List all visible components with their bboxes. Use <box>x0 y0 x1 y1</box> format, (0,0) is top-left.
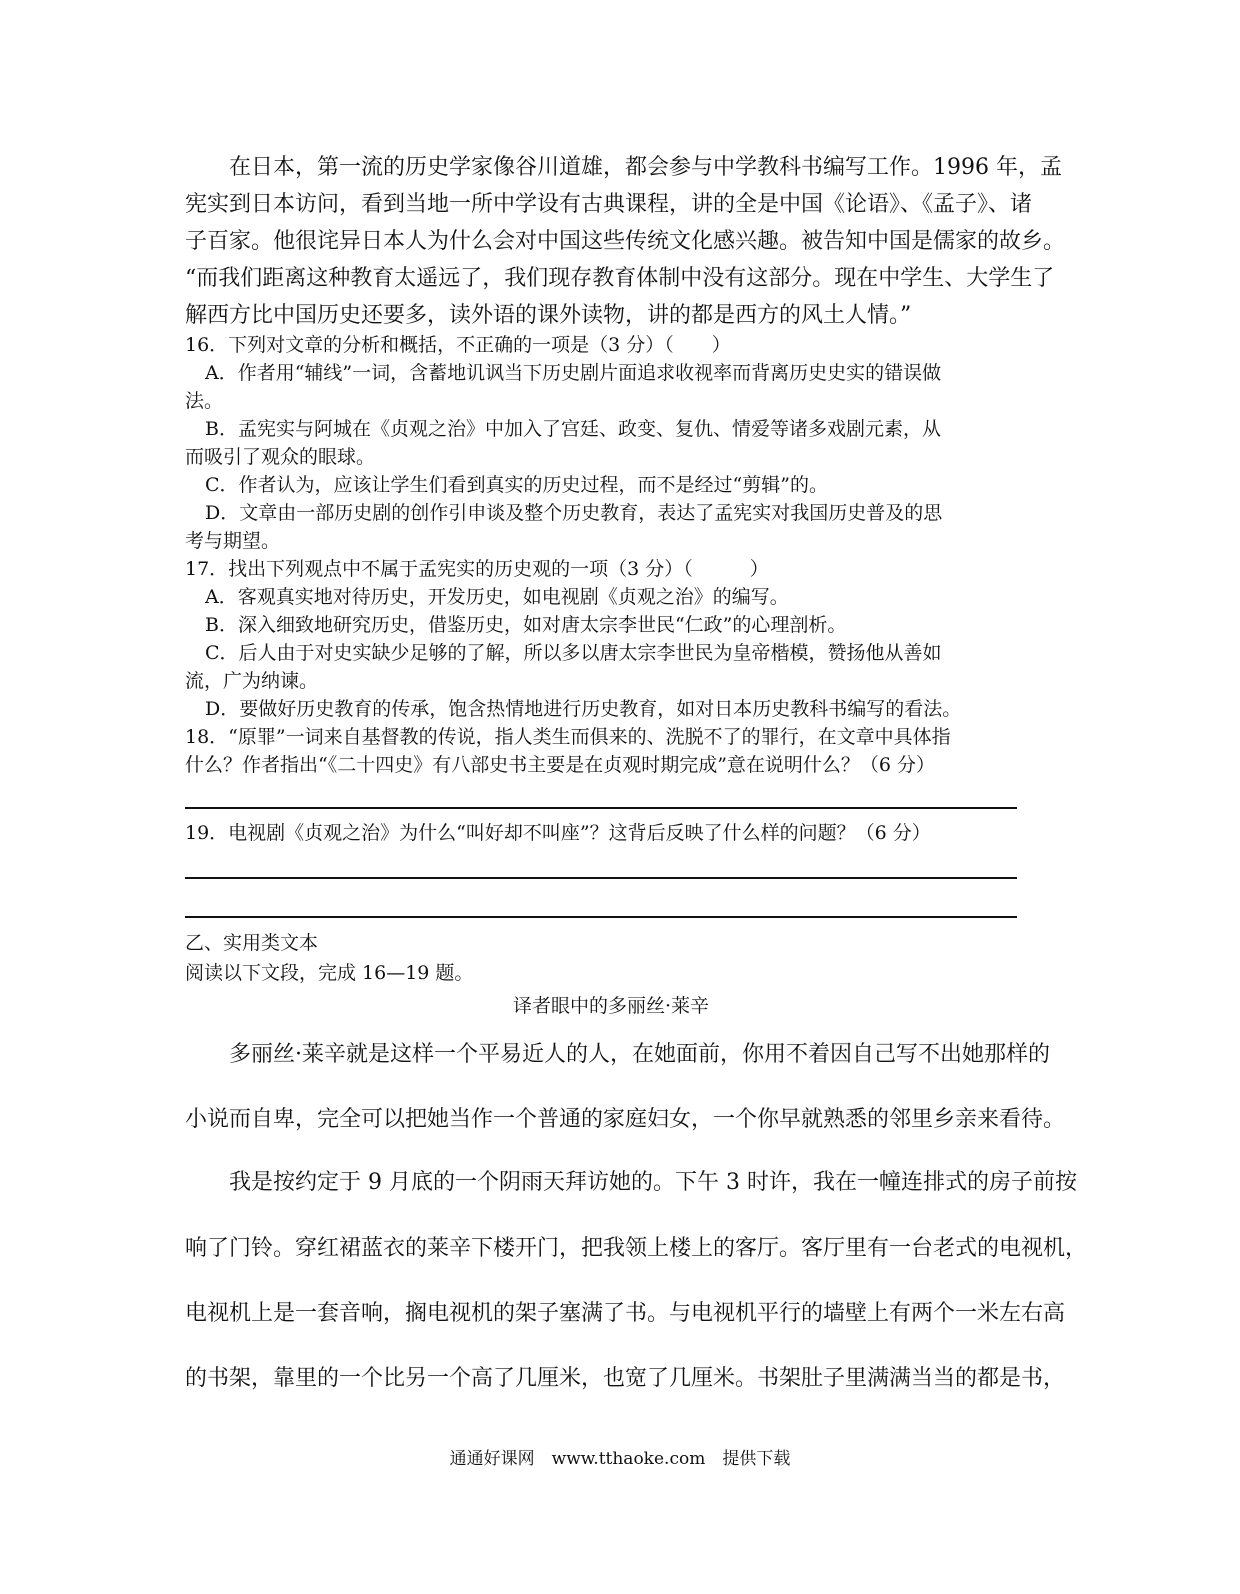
question-16-stem: 16．下列对文章的分析和概括，不正确的一项是（3 分）（ ） <box>185 334 731 356</box>
answer-line-18 <box>185 807 1017 809</box>
question-16-option-c: C．作者认为，应该让学生们看到真实的历史过程，而不是经过“剪辑”的。 <box>205 474 828 496</box>
question-16-option-b-line1: B．孟宪实与阿城在《贞观之治》中加入了宫廷、政变、复仇、情爱等诸多戏剧元素，从 <box>205 418 941 440</box>
question-16-option-d-line1: D．文章由一部历史剧的创作引申谈及整个历史教育，表达了孟宪实对我国历史普及的思 <box>205 502 943 524</box>
question-16-option-a-line2: 法。 <box>185 390 224 412</box>
question-17-stem: 17．找出下列观点中不属于孟宪实的历史观的一项（3 分）（ ） <box>185 558 769 580</box>
question-17-option-c-line1: C．后人由于对史实缺少足够的了解，所以多以唐太宗李世民为皇帝楷模，赞扬他从善如 <box>205 642 942 664</box>
passage1-line-1: 在日本，第一流的历史学家像谷川道雄，都会参与中学教科书编写工作。1996 年，孟 <box>185 155 1062 180</box>
passage2-line-6: 的书架，靠里的一个比另一个高了几厘米，也宽了几厘米。书架肚子里满满当当的都是书， <box>185 1366 1066 1391</box>
section-instruction: 阅读以下文段，完成 16—19 题。 <box>185 962 474 984</box>
question-18-line-1: 18．“原罪”一词来自基督教的传说，指人类生而俱来的、洗脱不了的罪行，在文章中具体指 <box>185 726 951 748</box>
question-17-option-d: D．要做好历史教育的传承，饱含热情地进行历史教育，如对日本历史教科书编写的看法。 <box>205 698 962 720</box>
passage2-line-3: 我是按约定于 9 月底的一个阴雨天拜访她的。下午 3 时许，我在一幢连排式的房子前按 <box>185 1170 1077 1195</box>
question-18-line-2: 什么？作者指出“《二十四史》有八部史书主要是在贞观时期完成”意在说明什么？（6 分） <box>185 754 936 776</box>
passage1-line-3: 子百家。他很诧异日本人为什么会对中国这些传统文化感兴趣。被告知中国是儒家的故乡。 <box>185 229 1066 254</box>
question-16-option-d-line2: 考与期望。 <box>185 530 281 552</box>
question-16-option-b-line2: 而吸引了观众的眼球。 <box>185 446 376 468</box>
question-16-option-a-line1: A．作者用“辅线”一词，含蓄地讥讽当下历史剧片面追求收视率而背离历史史实的错误做 <box>205 362 942 384</box>
question-16-option-d <box>205 500 1037 527</box>
section-heading: 乙、实用类文本 <box>185 932 319 954</box>
page-footer: 通通好课网 www.tthaoke.com 提供下载 <box>449 1449 791 1469</box>
article-title: 译者眼中的多丽丝·莱辛 <box>512 995 710 1017</box>
question-19-stem: 19．电视剧《贞观之治》为什么“叫好却不叫座”？这背后反映了什么样的问题？（6 分） <box>185 822 931 844</box>
passage1-line-5: 解西方比中国历史还要多，读外语的课外读物，讲的都是西方的风土人情。” <box>185 303 912 328</box>
passage2-line-5: 电视机上是一套音响，搁电视机的架子塞满了书。与电视机平行的墙壁上有两个一米左右高 <box>185 1301 1066 1326</box>
answer-line-19a <box>185 877 1017 879</box>
question-16-option-a <box>205 360 1037 387</box>
passage2-line-2: 小说而自卑，完全可以把她当作一个普通的家庭妇女，一个你早就熟悉的邻里乡亲来看待。 <box>185 1107 1066 1132</box>
answer-line-19b <box>185 916 1017 918</box>
question-17-option-c-line2: 流，广为纳谏。 <box>185 670 319 692</box>
question-17-option-b: B．深入细致地研究历史，借鉴历史，如对唐太宗李世民“仁政”的心理剖析。 <box>205 614 847 636</box>
question-16-option-b <box>205 416 1037 443</box>
question-17-option-a: A．客观真实地对待历史，开发历史，如电视剧《贞观之治》的编写。 <box>205 586 789 608</box>
passage2-line-4: 响了门铃。穿红裙蓝衣的莱辛下楼开门，把我领上楼上的客厅。客厅里有一台老式的电视机， <box>185 1236 1088 1261</box>
passage1-line-4: “而我们距离这种教育太遥远了，我们现存教育体制中没有这部分。现在中学生、大学生了 <box>185 266 1055 291</box>
passage1-line-2: 宪实到日本访问，看到当地一所中学设有古典课程，讲的全是中国《论语》、《孟子》、诸 <box>185 192 1033 217</box>
passage2-line-1: 多丽丝·莱辛就是这样一个平易近人的人，在她面前，你用不着因自己写不出她那样的 <box>185 1042 1050 1067</box>
question-17-option-c <box>205 640 1037 667</box>
